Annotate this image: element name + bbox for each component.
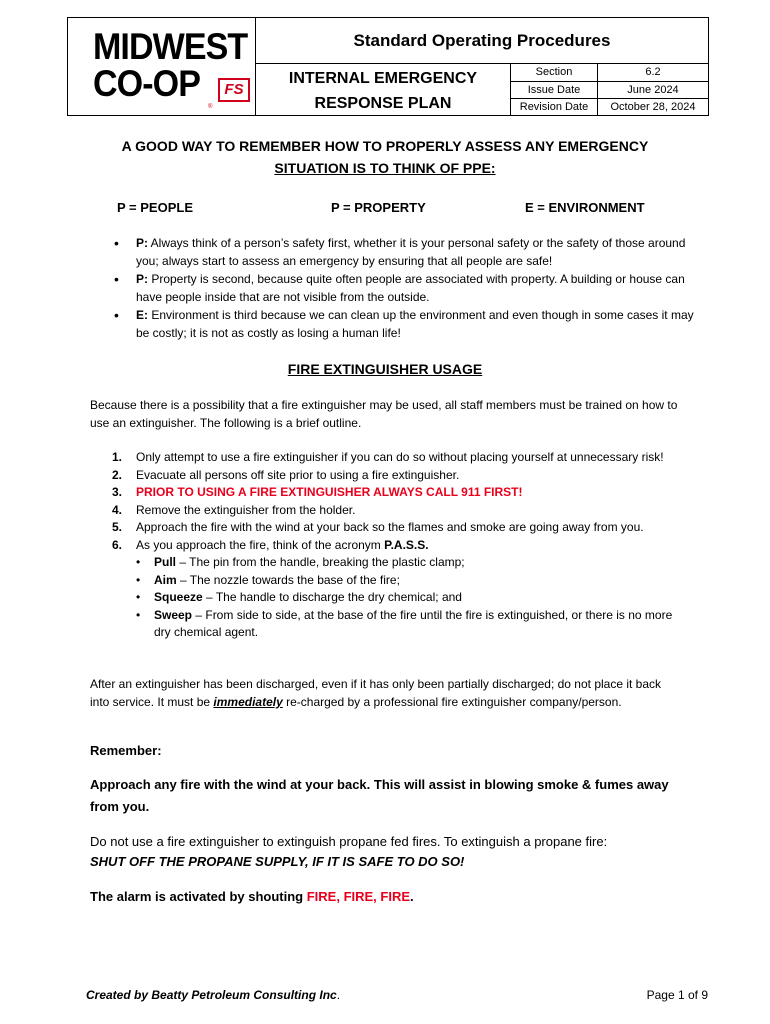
fire-intro: Because there is a possibility that a fire extinguisher may be used, all staff members must be trained on how to use an extinguisher. The following is a brief outline.	[90, 398, 678, 430]
footer-credit: Created by Beatty Petroleum Consulting Inc.	[86, 988, 341, 1002]
registered-mark: ®	[208, 104, 213, 110]
meta-row-section: Section 6.2	[511, 64, 709, 81]
list-item: 3. PRIOR TO USING A FIRE EXTINGUISHER ALWAYS CALL 911 FIRST!	[112, 485, 523, 499]
approach-note: Approach any fire with the wind at your back. This will assist in blowing smoke & fumes away from you.	[90, 777, 669, 814]
list-item: • P: Property is second, because quite often people are associated with property. A building or house can have people inside that are not visible from the outside.	[114, 270, 694, 306]
pass-item-squeeze: • Squeeze – The handle to discharge the dry chemical; and	[136, 589, 692, 607]
list-item: 1. Only attempt to use a fire extinguisher if you can do so without placing yourself at unnecessary risk!	[112, 450, 664, 464]
ppe-heading: A GOOD WAY TO REMEMBER HOW TO PROPERLY ASSESS ANY EMERGENCY SITUATION IS TO THINK OF PPE:	[121, 138, 649, 176]
pass-item-pull: • Pull – The pin from the handle, breaking the plastic clamp;	[136, 554, 692, 572]
meta-row-issue-date: Issue Date June 2024	[511, 81, 709, 98]
remember-label: Remember:	[90, 743, 162, 758]
ppe-bullet-list	[114, 234, 694, 342]
pass-item-aim: • Aim – The nozzle towards the base of the fire;	[136, 572, 692, 590]
page-number: Page 1 of 9	[646, 988, 708, 1002]
propane-note: Do not use a fire extinguisher to extinguish propane fed fires. To extinguish a propane fire: SHUT OFF THE PROPANE SUPPLY, IF IT IS SAFE TO DO SO!	[90, 834, 608, 869]
meta-row-revision-date: Revision Date October 28, 2024	[511, 98, 709, 115]
list-item: 2. Evacuate all persons off site prior to using a fire extinguisher.	[112, 467, 460, 482]
ppe-environment: E = ENVIRONMENT	[525, 200, 645, 215]
ppe-people: P = PEOPLE	[117, 200, 193, 215]
list-item: • P: Always think of a person’s safety first, whether it is your personal safety or the safety of those around you; always start to assess an emergency by ensuring that all people are safe!	[114, 234, 694, 270]
fire-extinguisher-heading: FIRE EXTINGUISHER USAGE	[287, 361, 483, 377]
logo-wordmark: MIDWEST CO-OP	[93, 26, 248, 104]
list-item: • E: Environment is third because we can clean up the environment and even though in some cases it may be costly; it is not as costly as losing a human life!	[114, 306, 694, 342]
after-discharge-note: After an extinguisher has been discharged, even if it has only been partially discharged; do not place it back into service. It must be immediately re-charged by a professional fire extinguisher company/person.	[90, 677, 662, 709]
document-meta-table	[510, 64, 708, 115]
fire-steps-list	[112, 449, 692, 642]
list-item: 5. Approach the fire with the wind at your back so the flames and smoke are going away from you.	[112, 520, 644, 534]
document-header	[67, 17, 709, 116]
ppe-property: P = PROPERTY	[331, 200, 426, 215]
document-title: INTERNAL EMERGENCY RESPONSE PLAN	[288, 70, 478, 112]
pass-item-sweep: • Sweep – From side to side, at the base of the fire until the fire is extinguished, or there is no more dry chemical agent.	[136, 607, 692, 642]
header-title: Standard Operating Procedures	[256, 18, 708, 64]
fs-logo-icon: FS	[218, 78, 250, 102]
company-logo	[68, 18, 256, 115]
alarm-note: The alarm is activated by shouting FIRE, FIRE, FIRE.	[90, 889, 414, 904]
list-item: 6. As you approach the fire, think of the acronym P.A.S.S. • Pull – The pin from the handle, breaking the plastic clamp; • Aim – The nozzle towards the base of the fire; • Squeeze – The handle to discharge the dry chemical; and • Sweep – From side to side, at the base of the fire until the fire is extinguished, or there is no more dry chemical agent.	[112, 537, 692, 642]
list-item: 4. Remove the extinguisher from the holder.	[112, 502, 356, 517]
